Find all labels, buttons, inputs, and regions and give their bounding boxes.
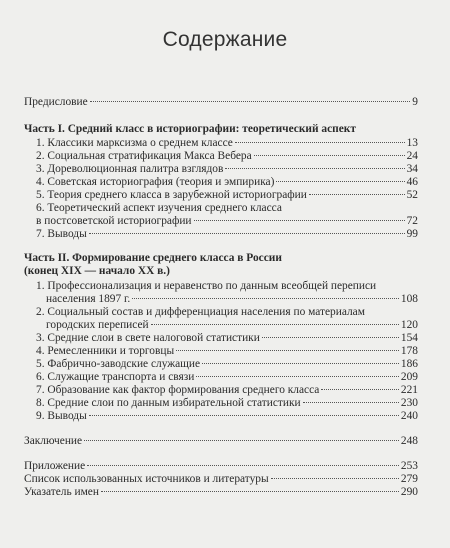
toc-label: Предисловие (24, 96, 88, 108)
leader-dots (276, 181, 404, 182)
toc-entry-continued (36, 215, 418, 228)
toc-label: 7. Образование как фактор формирования среднего класса (36, 384, 320, 396)
toc-page-number: 279 (400, 473, 418, 485)
toc-page-number: 52 (406, 189, 418, 201)
toc-entry (36, 332, 418, 345)
toc-label: 3. Дореволюционная палитра взглядов (36, 163, 224, 175)
toc-entry (36, 189, 418, 202)
toc-entry-continued (36, 293, 418, 306)
leader-dots (309, 194, 405, 195)
toc-label: 2. Социальный состав и дифференциация населения по материалам (36, 306, 365, 318)
toc-page-number: 46 (406, 176, 418, 188)
toc-entry-sources (24, 473, 418, 486)
toc-entry (36, 397, 418, 410)
toc-page-number: 154 (400, 332, 418, 344)
toc-entry (36, 228, 418, 241)
toc-page-number: 24 (406, 150, 418, 162)
leader-dots (202, 363, 399, 364)
leader-dots (196, 376, 399, 377)
toc-label: 3. Средние слои в свете налоговой статистики (36, 332, 260, 344)
leader-dots (235, 142, 405, 143)
part-2-heading: Часть II. Формирование среднего класса в России (24, 252, 282, 264)
leader-dots (225, 168, 404, 169)
toc-page-number: 248 (400, 435, 418, 447)
toc-entry (36, 202, 418, 215)
leader-dots (89, 233, 405, 234)
toc-page-number: 240 (400, 410, 418, 422)
toc-page-number: 209 (400, 371, 418, 383)
toc-entry (36, 137, 418, 150)
toc-page-number: 34 (406, 163, 418, 175)
toc-label: Приложение (24, 460, 86, 472)
toc-entry (36, 410, 418, 423)
part-1-heading: Часть I. Средний класс в историографии: теоретический аспект (24, 123, 356, 135)
toc-entry-conclusion (24, 435, 418, 448)
toc-entry (36, 306, 418, 319)
toc-entry (36, 358, 418, 371)
toc-page-number: 230 (400, 397, 418, 409)
leader-dots (151, 324, 399, 325)
leader-dots (90, 101, 411, 102)
leader-dots (194, 220, 405, 221)
toc-entry-index (24, 486, 418, 499)
part-2-heading-subtitle: (конец XIX — начало XX в.) (24, 265, 170, 277)
toc-page-number: 120 (400, 319, 418, 331)
toc-label: 1. Профессионализация и неравенство по данным всеобщей переписи (36, 280, 377, 292)
toc-entry (36, 371, 418, 384)
toc-page-number: 253 (400, 460, 418, 472)
toc-label: Указатель имен (24, 486, 99, 498)
leader-dots (262, 337, 399, 338)
toc-label: 2. Социальная стратификация Макса Вебера (36, 150, 252, 162)
toc-page-number: 108 (400, 293, 418, 305)
toc-label: 5. Фабрично-заводские служащие (36, 358, 201, 370)
toc-label: населения 1897 г. (46, 293, 131, 305)
toc-label: в постсоветской историографии (36, 215, 192, 227)
toc-page-number: 186 (400, 358, 418, 370)
toc-label: городских переписей (46, 319, 149, 331)
toc-page-number: 290 (400, 486, 418, 498)
toc-label: Заключение (24, 435, 83, 447)
page-title: Содержание (162, 28, 288, 51)
toc-label: 6. Служащие транспорта и связи (36, 371, 195, 383)
toc-entry (36, 176, 418, 189)
toc-page-number: 99 (406, 228, 418, 240)
leader-dots (303, 402, 399, 403)
toc-label: 1. Классики марксизма о среднем классе (36, 137, 233, 149)
toc-label: 8. Средние слои по данным избирательной статистики (36, 397, 301, 409)
toc-label: 5. Теория среднего класса в зарубежной историографии (36, 189, 307, 201)
leader-dots (132, 298, 399, 299)
toc-label: 4. Советская историография (теория и эмпирика) (36, 176, 275, 188)
toc-page-number: 72 (406, 215, 418, 227)
leader-dots (87, 465, 399, 466)
toc-entry-appendix (24, 460, 418, 473)
toc-page-number: 9 (412, 96, 418, 108)
toc-entry (36, 280, 418, 293)
leader-dots (254, 155, 405, 156)
leader-dots (101, 491, 399, 492)
leader-dots (271, 478, 399, 479)
toc-page-number: 221 (400, 384, 418, 396)
toc-label: 7. Выводы (36, 228, 87, 240)
toc-entry (36, 384, 418, 397)
toc-entry-continued (36, 319, 418, 332)
toc-page-number: 13 (406, 137, 418, 149)
toc-entry (36, 163, 418, 176)
toc-page-number: 178 (400, 345, 418, 357)
leader-dots (321, 389, 399, 390)
toc-label: Список использованных источников и литературы (24, 473, 269, 485)
toc-entry (36, 345, 418, 358)
leader-dots (84, 440, 399, 441)
leader-dots (176, 350, 399, 351)
toc-entry-preface (24, 96, 418, 109)
leader-dots (89, 415, 399, 416)
toc-label: 6. Теоретический аспект изучения среднего класса (36, 202, 282, 214)
toc-label: 4. Ремесленники и торговцы (36, 345, 175, 357)
toc-label: 9. Выводы (36, 410, 87, 422)
toc-entry (36, 150, 418, 163)
